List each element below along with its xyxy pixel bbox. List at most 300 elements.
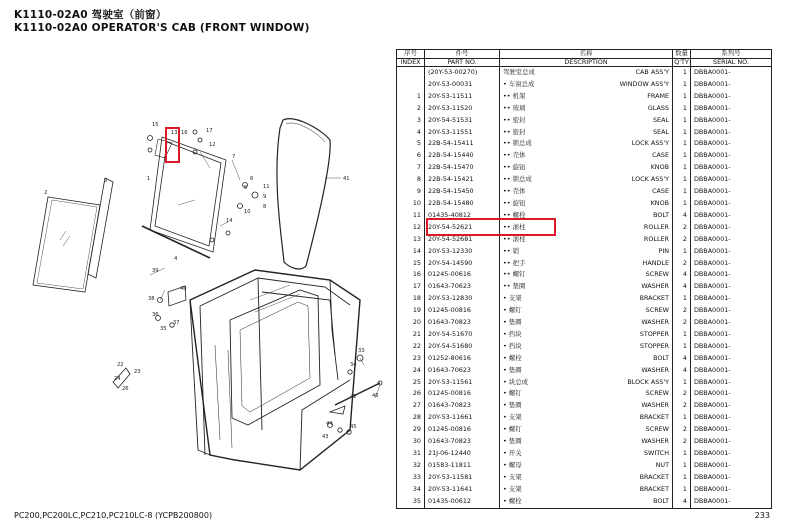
row-part-no: 01245-00816 bbox=[425, 388, 500, 400]
table-row bbox=[397, 424, 772, 436]
table-row bbox=[397, 460, 772, 472]
row-name-cn: •• 垫圈 bbox=[503, 282, 526, 291]
cab-frame bbox=[190, 270, 360, 470]
row-name-cn: •• 锁总成 bbox=[503, 139, 532, 148]
callout-23: 23 bbox=[134, 369, 141, 375]
header-row-cn bbox=[397, 50, 772, 59]
callout-37: 37 bbox=[173, 320, 180, 326]
row-description-en: BOLT bbox=[653, 210, 669, 219]
row-serial: DBBA0001- bbox=[691, 424, 772, 436]
row-index: 35 bbox=[397, 496, 425, 508]
row-name-cn: •• 旋钮 bbox=[503, 198, 526, 207]
row-name-cn: •• 销 bbox=[503, 246, 519, 255]
row-name-cn: • 螺栓 bbox=[503, 496, 522, 505]
row-part-no: 20Y-54-52621 bbox=[425, 222, 500, 234]
row-qty: 1 bbox=[673, 448, 691, 460]
row-part-no: 01583-11811 bbox=[425, 460, 500, 472]
row-serial: DBBA0001- bbox=[691, 258, 772, 270]
row-serial: DBBA0001- bbox=[691, 448, 772, 460]
table-row bbox=[397, 281, 772, 293]
row-description bbox=[500, 341, 673, 353]
row-qty: 2 bbox=[673, 388, 691, 400]
table-row bbox=[397, 388, 772, 400]
row-qty: 2 bbox=[673, 234, 691, 246]
row-index: 20 bbox=[397, 317, 425, 329]
row-description-en: SWITCH bbox=[643, 449, 669, 457]
row-index: 6 bbox=[397, 150, 425, 162]
table-row bbox=[397, 67, 772, 79]
row-part-no: 20Y-53-11581 bbox=[425, 472, 500, 484]
row-serial: DBBA0001- bbox=[691, 496, 772, 508]
table-row bbox=[397, 353, 772, 365]
row-index: 30 bbox=[397, 436, 425, 448]
row-name-cn: •• 锁总成 bbox=[503, 175, 532, 184]
row-index: 17 bbox=[397, 281, 425, 293]
table-row bbox=[397, 174, 772, 186]
footer-models: PC200,PC200LC,PC210,PC210LC-8 (YCPB200800) bbox=[14, 511, 213, 520]
table-row bbox=[397, 484, 772, 496]
row-qty: 1 bbox=[673, 460, 691, 472]
row-index: 12 bbox=[397, 222, 425, 234]
callout-3: 3 bbox=[104, 178, 108, 184]
row-qty: 1 bbox=[673, 293, 691, 305]
row-part-no: 20Y-53-00031 bbox=[425, 79, 500, 91]
row-serial: DBBA0001- bbox=[691, 293, 772, 305]
table-row bbox=[397, 293, 772, 305]
row-index: 4 bbox=[397, 127, 425, 139]
row-part-no: (20Y-53-00270) bbox=[425, 67, 500, 79]
row-description-en: BRACKET bbox=[639, 472, 669, 481]
col-index-en: INDEX bbox=[397, 58, 425, 67]
row-name-cn: •• 密封 bbox=[503, 115, 526, 124]
col-desc-en: DESCRIPTION bbox=[500, 58, 673, 67]
row-qty: 1 bbox=[673, 115, 691, 127]
row-qty: 1 bbox=[673, 79, 691, 91]
row-qty: 1 bbox=[673, 246, 691, 258]
row-index: 27 bbox=[397, 400, 425, 412]
row-index: 11 bbox=[397, 210, 425, 222]
row-name-cn: • 螺钉 bbox=[503, 306, 522, 315]
row-description bbox=[500, 388, 673, 400]
row-serial: DBBA0001- bbox=[691, 115, 772, 127]
page-title-cn: K1110-02A0 驾驶室（前窗） bbox=[14, 9, 167, 21]
table-row bbox=[397, 258, 772, 270]
row-index: 31 bbox=[397, 448, 425, 460]
table-row bbox=[397, 400, 772, 412]
table-row bbox=[397, 317, 772, 329]
row-qty: 2 bbox=[673, 317, 691, 329]
row-part-no: 01245-00816 bbox=[425, 424, 500, 436]
row-index: 23 bbox=[397, 353, 425, 365]
row-part-no: 20Y-54-52681 bbox=[425, 234, 500, 246]
row-description-en: CASE bbox=[652, 151, 669, 160]
table-row bbox=[397, 329, 772, 341]
col-part-en: PART NO. bbox=[425, 58, 500, 67]
row-index: 14 bbox=[397, 246, 425, 258]
row-index: 9 bbox=[397, 186, 425, 198]
header-row-en bbox=[397, 58, 772, 67]
row-index: 7 bbox=[397, 162, 425, 174]
callout-16: 16 bbox=[181, 130, 188, 136]
row-description bbox=[500, 317, 673, 329]
row-description bbox=[500, 174, 673, 186]
table-row bbox=[397, 305, 772, 317]
row-qty: 1 bbox=[673, 138, 691, 150]
row-description bbox=[500, 353, 673, 365]
row-qty: 1 bbox=[673, 341, 691, 353]
row-serial: DBBA0001- bbox=[691, 246, 772, 258]
row-name-cn: • 垫圈 bbox=[503, 401, 522, 410]
row-qty: 2 bbox=[673, 400, 691, 412]
row-part-no: 01435-40812 bbox=[425, 210, 500, 222]
row-description-en: SCREW bbox=[645, 389, 669, 398]
row-qty: 2 bbox=[673, 222, 691, 234]
row-part-no: 20Y-54-51531 bbox=[425, 115, 500, 127]
row-description-en: WASHER bbox=[641, 437, 669, 446]
row-index: 8 bbox=[397, 174, 425, 186]
row-description bbox=[500, 400, 673, 412]
row-description bbox=[500, 258, 673, 270]
table-row bbox=[397, 412, 772, 424]
row-description bbox=[500, 293, 673, 305]
row-description bbox=[500, 377, 673, 389]
table-row bbox=[397, 138, 772, 150]
row-part-no: 01643-70623 bbox=[425, 281, 500, 293]
row-qty: 2 bbox=[673, 424, 691, 436]
row-serial: DBBA0001- bbox=[691, 91, 772, 103]
row-serial: DBBA0001- bbox=[691, 329, 772, 341]
row-index: 18 bbox=[397, 293, 425, 305]
row-part-no: 22B-54-15440 bbox=[425, 150, 500, 162]
row-index: 3 bbox=[397, 115, 425, 127]
row-serial: DBBA0001- bbox=[691, 412, 772, 424]
callout-46: 46 bbox=[372, 393, 379, 399]
callout-40: 40 bbox=[180, 286, 187, 292]
row-name-cn: • 挡块 bbox=[503, 329, 522, 338]
row-qty: 1 bbox=[673, 103, 691, 115]
col-qty-en: Q'TY bbox=[674, 57, 689, 66]
row-name-cn: •• 壳体 bbox=[503, 151, 526, 160]
row-serial: DBBA0001- bbox=[691, 138, 772, 150]
callout-38: 38 bbox=[148, 296, 155, 302]
col-part-cn: 件号 bbox=[425, 50, 500, 59]
row-description-en: WASHER bbox=[641, 365, 669, 374]
row-part-no: 01643-70823 bbox=[425, 436, 500, 448]
row-name-cn: • 支架 bbox=[503, 472, 522, 481]
callout-17: 17 bbox=[206, 128, 213, 134]
row-index: 32 bbox=[397, 460, 425, 472]
parts-table bbox=[396, 49, 772, 509]
row-description-en: KNOB bbox=[650, 198, 669, 207]
table-row bbox=[397, 436, 772, 448]
callout-7: 7 bbox=[232, 154, 236, 160]
row-index: 1 bbox=[397, 91, 425, 103]
callout-10: 10 bbox=[244, 209, 251, 215]
row-qty: 1 bbox=[673, 150, 691, 162]
row-serial: DBBA0001- bbox=[691, 234, 772, 246]
row-name-cn: • 螺钉 bbox=[503, 389, 522, 398]
row-description-en: ROLLER bbox=[643, 234, 669, 243]
callout-42: 42 bbox=[350, 394, 357, 400]
table-row bbox=[397, 162, 772, 174]
row-description bbox=[500, 162, 673, 174]
row-description bbox=[500, 150, 673, 162]
row-description-en: BRACKET bbox=[639, 484, 669, 493]
frame-bottom-rail bbox=[142, 226, 210, 258]
row-name-cn: • 支架 bbox=[503, 294, 522, 303]
callout-13: 13 bbox=[171, 130, 178, 136]
row-description-en: STOPPER bbox=[639, 341, 669, 350]
row-description-en: BOLT bbox=[653, 496, 669, 505]
row-serial: DBBA0001- bbox=[691, 269, 772, 281]
row-description bbox=[500, 246, 673, 258]
row-serial: DBBA0001- bbox=[691, 353, 772, 365]
row-qty: 1 bbox=[673, 67, 691, 79]
row-description bbox=[500, 496, 673, 508]
row-description bbox=[500, 138, 673, 150]
row-description-en: CAB ASS'Y bbox=[635, 68, 669, 76]
row-serial: DBBA0001- bbox=[691, 472, 772, 484]
row-description-en: LOCK ASS'Y bbox=[631, 175, 669, 184]
row-name-cn: • 支架 bbox=[503, 413, 522, 422]
row-serial: DBBA0001- bbox=[691, 484, 772, 496]
row-name-cn: •• 滚柱 bbox=[503, 222, 526, 231]
callout-26: 26 bbox=[122, 386, 129, 392]
row-serial: DBBA0001- bbox=[691, 186, 772, 198]
row-serial: DBBA0001- bbox=[691, 103, 772, 115]
row-description-en: LOCK ASS'Y bbox=[631, 139, 669, 148]
row-index bbox=[397, 79, 425, 91]
table-row bbox=[397, 472, 772, 484]
table-row bbox=[397, 198, 772, 210]
row-qty: 1 bbox=[673, 198, 691, 210]
row-name-cn: •• 壳体 bbox=[503, 187, 526, 196]
row-part-no: 20Y-53-12330 bbox=[425, 246, 500, 258]
row-part-no: 01643-70823 bbox=[425, 400, 500, 412]
row-description bbox=[500, 186, 673, 198]
row-serial: DBBA0001- bbox=[691, 400, 772, 412]
row-description bbox=[500, 436, 673, 448]
row-serial: DBBA0001- bbox=[691, 436, 772, 448]
row-part-no: 20Y-53-12830 bbox=[425, 293, 500, 305]
callout-2: 2 bbox=[44, 190, 48, 196]
row-serial: DBBA0001- bbox=[691, 174, 772, 186]
row-part-no: 21J-06-12440 bbox=[425, 448, 500, 460]
row-name-cn: 驾驶室总成 bbox=[503, 68, 535, 76]
row-index bbox=[397, 67, 425, 79]
row-description-en: PIN bbox=[658, 246, 669, 255]
row-name-cn: • 垫圈 bbox=[503, 437, 522, 446]
row-serial: DBBA0001- bbox=[691, 317, 772, 329]
row-part-no: 22B-54-15480 bbox=[425, 198, 500, 210]
table-row bbox=[397, 103, 772, 115]
row-description-en: FRAME bbox=[647, 91, 669, 100]
row-part-no: 20Y-53-11511 bbox=[425, 91, 500, 103]
col-serial-cn: 系列号 bbox=[691, 50, 772, 59]
row-description bbox=[500, 91, 673, 103]
page-number: 233 bbox=[754, 511, 770, 520]
row-description-en: HANDLE bbox=[642, 258, 669, 267]
callout-labels bbox=[44, 122, 379, 440]
row-name-cn: •• 机架 bbox=[503, 91, 526, 100]
table-row bbox=[397, 150, 772, 162]
row-serial: DBBA0001- bbox=[691, 79, 772, 91]
callout-12: 12 bbox=[209, 142, 216, 148]
row-index: 16 bbox=[397, 269, 425, 281]
row-part-no: 20Y-54-51680 bbox=[425, 341, 500, 353]
row-part-no: 22B-54-15450 bbox=[425, 186, 500, 198]
row-description-en: WASHER bbox=[641, 318, 669, 327]
callout-39: 39 bbox=[152, 268, 159, 274]
col-serial-en: SERIAL NO. bbox=[691, 58, 772, 67]
row-serial: DBBA0001- bbox=[691, 305, 772, 317]
table-row bbox=[397, 186, 772, 198]
row-qty: 1 bbox=[673, 484, 691, 496]
col-index-cn: 序号 bbox=[397, 50, 425, 59]
row-description bbox=[500, 365, 673, 377]
callout-22: 22 bbox=[117, 362, 124, 368]
seal-strip-right bbox=[277, 119, 330, 269]
row-serial: DBBA0001- bbox=[691, 341, 772, 353]
row-part-no: 01245-00816 bbox=[425, 305, 500, 317]
row-qty: 1 bbox=[673, 412, 691, 424]
row-part-no: 20Y-54-51670 bbox=[425, 329, 500, 341]
row-description bbox=[500, 269, 673, 281]
row-index: 2 bbox=[397, 103, 425, 115]
row-index: 24 bbox=[397, 365, 425, 377]
callout-24: 24 bbox=[114, 376, 121, 382]
row-name-cn: • 垫圈 bbox=[503, 318, 522, 327]
row-serial: DBBA0001- bbox=[691, 150, 772, 162]
row-description-en: GLASS bbox=[647, 103, 669, 112]
row-qty: 4 bbox=[673, 269, 691, 281]
row-qty: 2 bbox=[673, 305, 691, 317]
row-index: 28 bbox=[397, 412, 425, 424]
row-description-en: SCREW bbox=[645, 425, 669, 434]
row-name-cn: • 开关 bbox=[503, 449, 522, 457]
row-name-cn: • 螺母 bbox=[503, 460, 522, 469]
row-part-no: 20Y-53-11551 bbox=[425, 127, 500, 139]
row-qty: 1 bbox=[673, 174, 691, 186]
page-title-en: K1110-02A0 OPERATOR'S CAB (FRONT WINDOW) bbox=[14, 22, 310, 34]
row-index: 13 bbox=[397, 234, 425, 246]
col-qty-cn: 数量 bbox=[673, 50, 691, 59]
row-description bbox=[500, 115, 673, 127]
table-row bbox=[397, 115, 772, 127]
row-part-no: 01643-70623 bbox=[425, 365, 500, 377]
callout-11: 11 bbox=[263, 184, 270, 190]
row-description-en: SCREW bbox=[645, 270, 669, 279]
row-highlight-box bbox=[426, 218, 556, 236]
row-description-en: BOLT bbox=[653, 353, 669, 362]
row-name-cn: • 车窗总成 bbox=[503, 79, 535, 88]
row-serial: DBBA0001- bbox=[691, 460, 772, 472]
row-description bbox=[500, 412, 673, 424]
row-description bbox=[500, 198, 673, 210]
row-description-en: KNOB bbox=[650, 163, 669, 172]
table-row bbox=[397, 91, 772, 103]
row-qty: 2 bbox=[673, 258, 691, 270]
row-description bbox=[500, 103, 673, 115]
row-name-cn: •• 螺钉 bbox=[503, 270, 526, 279]
row-qty: 1 bbox=[673, 329, 691, 341]
row-part-no: 01252-80616 bbox=[425, 353, 500, 365]
row-description bbox=[500, 79, 673, 91]
callout-43: 43 bbox=[322, 434, 329, 440]
table-row bbox=[397, 448, 772, 460]
row-part-no: 20Y-53-11561 bbox=[425, 377, 500, 389]
row-name-cn: • 垫圈 bbox=[503, 365, 522, 374]
row-index: 19 bbox=[397, 305, 425, 317]
callout-6: 6 bbox=[250, 176, 254, 182]
row-description bbox=[500, 67, 673, 79]
row-description-en: NUT bbox=[655, 460, 669, 469]
callout-15: 15 bbox=[152, 122, 159, 128]
row-description bbox=[500, 281, 673, 293]
table-row bbox=[397, 365, 772, 377]
row-index: 15 bbox=[397, 258, 425, 270]
row-description bbox=[500, 460, 673, 472]
row-serial: DBBA0001- bbox=[691, 198, 772, 210]
row-description bbox=[500, 448, 673, 460]
callout-8: 8 bbox=[263, 204, 267, 210]
table-row bbox=[397, 79, 772, 91]
row-name-cn: • 挡块 bbox=[503, 341, 522, 350]
row-description-en: CASE bbox=[652, 187, 669, 196]
row-name-cn: •• 玻璃 bbox=[503, 103, 526, 112]
callout-1: 1 bbox=[147, 176, 151, 182]
row-index: 33 bbox=[397, 472, 425, 484]
row-qty: 4 bbox=[673, 210, 691, 222]
exploded-view-diagram bbox=[0, 40, 395, 510]
row-description-en: BLOCK ASS'Y bbox=[627, 377, 669, 386]
row-name-cn: •• 旋钮 bbox=[503, 163, 526, 172]
row-name-cn: •• 密封 bbox=[503, 127, 526, 136]
row-description-en: WASHER bbox=[641, 282, 669, 291]
row-serial: DBBA0001- bbox=[691, 388, 772, 400]
callout-35: 35 bbox=[160, 326, 167, 332]
row-description bbox=[500, 484, 673, 496]
row-part-no: 22B-54-15421 bbox=[425, 174, 500, 186]
row-description-en: WASHER bbox=[641, 401, 669, 410]
row-serial: DBBA0001- bbox=[691, 127, 772, 139]
callout-33: 33 bbox=[358, 348, 365, 354]
callout-41: 41 bbox=[343, 176, 350, 182]
row-description bbox=[500, 305, 673, 317]
row-name-cn: • 螺栓 bbox=[503, 353, 522, 362]
row-qty: 1 bbox=[673, 91, 691, 103]
row-qty: 1 bbox=[673, 127, 691, 139]
table-row bbox=[397, 269, 772, 281]
row-description-en: SCREW bbox=[645, 306, 669, 315]
row-serial: DBBA0001- bbox=[691, 67, 772, 79]
callout-5: 5 bbox=[244, 185, 248, 191]
row-description-en: BRACKET bbox=[639, 294, 669, 303]
row-part-no: 01245-00616 bbox=[425, 269, 500, 281]
row-index: 22 bbox=[397, 341, 425, 353]
row-description bbox=[500, 329, 673, 341]
col-name-cn: 名称 bbox=[500, 50, 673, 59]
row-name-cn: • 螺钉 bbox=[503, 425, 522, 434]
table-row bbox=[397, 496, 772, 508]
table-row bbox=[397, 246, 772, 258]
row-qty: 4 bbox=[673, 496, 691, 508]
row-serial: DBBA0001- bbox=[691, 281, 772, 293]
row-description-en: WINDOW ASS'Y bbox=[619, 79, 669, 88]
row-index: 25 bbox=[397, 377, 425, 389]
row-description bbox=[500, 127, 673, 139]
row-serial: DBBA0001- bbox=[691, 377, 772, 389]
